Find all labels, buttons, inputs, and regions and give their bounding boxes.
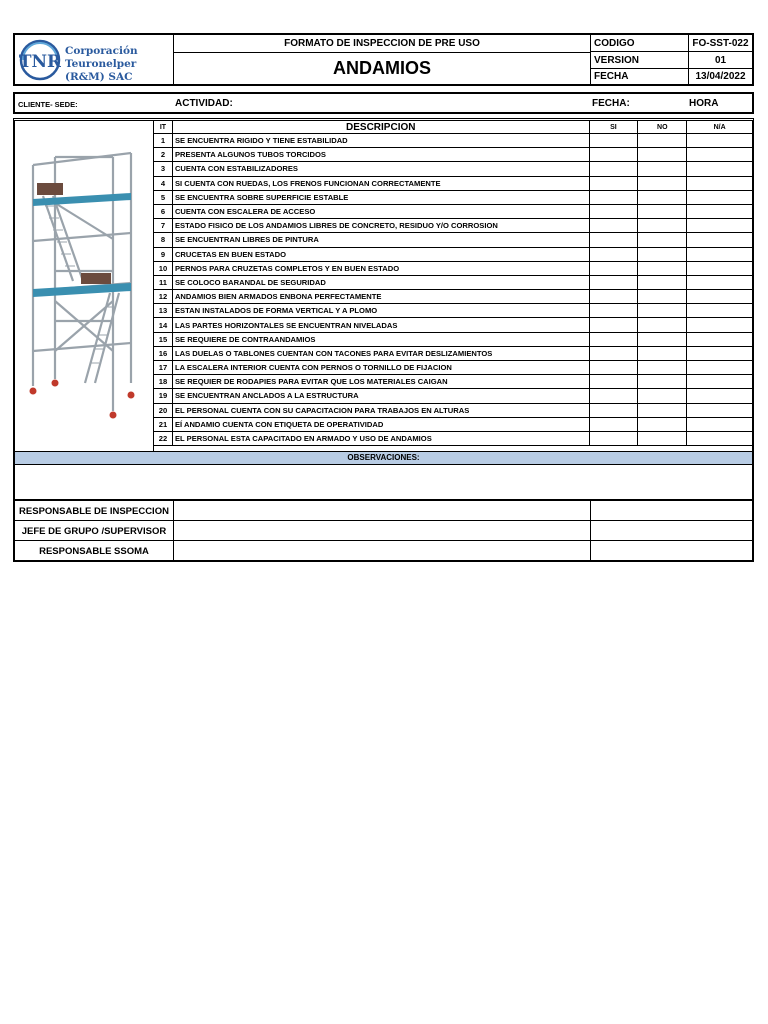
checklist-row	[154, 204, 753, 218]
col-header-si: SI	[589, 121, 638, 134]
answer-si-cell[interactable]	[589, 233, 638, 247]
checklist-row	[154, 275, 753, 289]
item-description: LA ESCALERA INTERIOR CUENTA CON PERNOS O TORNILLO DE FIJACION	[172, 361, 589, 375]
item-description: PERNOS PARA CRUZETAS COMPLETOS Y EN BUEN ESTADO	[172, 261, 589, 275]
answer-no-cell[interactable]	[638, 417, 687, 431]
answer-si-cell[interactable]	[589, 204, 638, 218]
answer-na-cell[interactable]	[687, 304, 752, 318]
item-number: 18	[154, 375, 173, 389]
signature-sign-field-supervisor[interactable]	[591, 521, 752, 541]
item-number: 8	[154, 233, 173, 247]
answer-na-cell[interactable]	[687, 162, 752, 176]
item-description: ANDAMIOS BIEN ARMADOS ENBONA PERFECTAMENTE	[172, 290, 589, 304]
checklist-section	[13, 118, 754, 562]
item-description: PRESENTA ALGUNOS TUBOS TORCIDOS	[172, 148, 589, 162]
item-number: 20	[154, 403, 173, 417]
signature-sign-field-ssoma[interactable]	[591, 541, 752, 561]
item-description: SE REQUIER DE RODAPIES PARA EVITAR QUE LOS MATERIALES CAIGAN	[172, 375, 589, 389]
answer-na-cell[interactable]	[687, 417, 752, 431]
col-header-no: NO	[638, 121, 687, 134]
item-number: 14	[154, 318, 173, 332]
checklist-row	[154, 318, 753, 332]
answer-na-cell[interactable]	[687, 219, 752, 233]
answer-si-cell[interactable]	[589, 162, 638, 176]
scaffold-platform-lower	[33, 283, 131, 297]
item-description: LAS DUELAS O TABLONES CUENTAN CON TACONES PARA EVITAR DESLIZAMIENTOS	[172, 346, 589, 360]
item-number: 10	[154, 261, 173, 275]
answer-si-cell[interactable]	[589, 403, 638, 417]
answer-na-cell[interactable]	[687, 403, 752, 417]
date-field-label: FECHA:	[592, 98, 630, 109]
answer-si-cell[interactable]	[589, 219, 638, 233]
client-info-row	[13, 92, 754, 114]
signature-row-inspector	[15, 501, 752, 521]
company-logo-icon	[19, 39, 61, 81]
answer-na-cell[interactable]	[687, 318, 752, 332]
form-title: FORMATO DE INSPECCION DE PRE USO	[174, 35, 591, 53]
checklist-row	[154, 431, 753, 445]
answer-no-cell[interactable]	[638, 190, 687, 204]
item-description: SE COLOCO BARANDAL DE SEGURIDAD	[172, 275, 589, 289]
item-number: 21	[154, 417, 173, 431]
activity-label: ACTIVIDAD:	[175, 98, 233, 109]
item-description: LAS PARTES HORIZONTALES SE ENCUENTRAN NIVELADAS	[172, 318, 589, 332]
col-header-na: N/A	[687, 121, 752, 134]
signature-label-supervisor: JEFE DE GRUPO /SUPERVISOR	[15, 521, 174, 541]
answer-no-cell[interactable]	[638, 375, 687, 389]
checklist-row	[154, 375, 753, 389]
answer-no-cell[interactable]	[638, 148, 687, 162]
checklist-row	[154, 290, 753, 304]
signature-label-ssoma: RESPONSABLE SSOMA	[15, 541, 174, 561]
signature-sign-field-inspector[interactable]	[591, 501, 752, 521]
item-number: 15	[154, 332, 173, 346]
version-label: VERSION	[591, 52, 689, 69]
item-description: SE ENCUENTRA SOBRE SUPERFICIE ESTABLE	[172, 190, 589, 204]
answer-no-cell[interactable]	[638, 162, 687, 176]
item-number: 12	[154, 290, 173, 304]
checklist-row	[154, 304, 753, 318]
answer-si-cell[interactable]	[589, 261, 638, 275]
answer-no-cell[interactable]	[638, 275, 687, 289]
scaffold-image-cell	[15, 121, 154, 451]
answer-no-cell[interactable]	[638, 233, 687, 247]
company-name	[65, 45, 173, 84]
item-number: 22	[154, 431, 173, 445]
item-number: 6	[154, 204, 173, 218]
answer-no-cell[interactable]	[638, 431, 687, 445]
answer-na-cell[interactable]	[687, 190, 752, 204]
answer-no-cell[interactable]	[638, 290, 687, 304]
item-number: 2	[154, 148, 173, 162]
answer-no-cell[interactable]	[638, 176, 687, 190]
signature-name-field-ssoma[interactable]	[174, 541, 591, 561]
checklist-row	[154, 389, 753, 403]
answer-na-cell[interactable]	[687, 247, 752, 261]
answer-no-cell[interactable]	[638, 261, 687, 275]
item-description: SE REQUIERE DE CONTRAANDAMIOS	[172, 332, 589, 346]
item-number: 3	[154, 162, 173, 176]
signature-name-field-supervisor[interactable]	[174, 521, 591, 541]
checklist-row	[154, 417, 753, 431]
item-description: EL PERSONAL ESTA CAPACITADO EN ARMADO Y USO DE ANDAMIOS	[172, 431, 589, 445]
answer-si-cell[interactable]	[589, 304, 638, 318]
answer-na-cell[interactable]	[687, 290, 752, 304]
col-header-it: IT	[154, 121, 173, 134]
checklist-row	[154, 346, 753, 360]
checklist-row	[154, 233, 753, 247]
answer-na-cell[interactable]	[687, 204, 752, 218]
answer-na-cell[interactable]	[687, 431, 752, 445]
answer-no-cell[interactable]	[638, 134, 687, 148]
item-description: SE ENCUENTRAN ANCLADOS A LA ESTRUCTURA	[172, 389, 589, 403]
item-number: 11	[154, 275, 173, 289]
col-header-description: DESCRIPCION	[172, 121, 589, 134]
date-label: FECHA	[591, 69, 689, 84]
answer-no-cell[interactable]	[638, 346, 687, 360]
document-title: ANDAMIOS	[174, 53, 591, 84]
checklist-row	[154, 162, 753, 176]
answer-na-cell[interactable]	[687, 148, 752, 162]
answer-no-cell[interactable]	[638, 219, 687, 233]
checklist-row	[154, 176, 753, 190]
checklist-row	[154, 361, 753, 375]
company-logo-block	[15, 35, 174, 84]
item-description: ESTADO FISICO DE LOS ANDAMIOS LIBRES DE CONCRETO, RESIDUO Y/O CORROSION	[172, 219, 589, 233]
client-site-label: CLIENTE- SEDE:	[18, 100, 78, 109]
checklist-row	[154, 261, 753, 275]
item-description: CRUCETAS EN BUEN ESTADO	[172, 247, 589, 261]
checklist-row	[154, 134, 753, 148]
answer-no-cell[interactable]	[638, 304, 687, 318]
item-description: SE ENCUENTRA RIGIDO Y TIENE ESTABILIDAD	[172, 134, 589, 148]
item-description: ESTAN INSTALADOS DE FORMA VERTICAL Y A PLOMO	[172, 304, 589, 318]
answer-si-cell[interactable]	[589, 389, 638, 403]
item-number: 13	[154, 304, 173, 318]
answer-no-cell[interactable]	[638, 318, 687, 332]
signature-row-supervisor	[15, 521, 752, 541]
code-label: CODIGO	[591, 35, 689, 52]
form-header	[13, 33, 754, 86]
checklist-row	[154, 403, 753, 417]
company-name-line1: Corporación	[65, 45, 138, 57]
answer-si-cell[interactable]	[589, 346, 638, 360]
answer-si-cell[interactable]	[589, 290, 638, 304]
item-number: 5	[154, 190, 173, 204]
item-description: EÍ ANDAMIO CUENTA CON ETIQUETA DE OPERATIVIDAD	[172, 417, 589, 431]
item-number: 16	[154, 346, 173, 360]
answer-si-cell[interactable]	[589, 176, 638, 190]
answer-si-cell[interactable]	[589, 417, 638, 431]
signature-row-ssoma	[15, 541, 752, 561]
item-description: CUENTA CON ESTABILIZADORES	[172, 162, 589, 176]
checklist-row	[154, 332, 753, 346]
company-name-line2: Teuronelper (R&M) SAC	[65, 58, 137, 83]
answer-na-cell[interactable]	[687, 233, 752, 247]
item-number: 4	[154, 176, 173, 190]
item-number: 9	[154, 247, 173, 261]
code-value: FO-SST-022	[689, 35, 752, 52]
item-number: 19	[154, 389, 173, 403]
checklist-row	[154, 148, 753, 162]
checklist-row	[154, 247, 753, 261]
answer-na-cell[interactable]	[687, 275, 752, 289]
time-field-label: HORA	[689, 98, 719, 109]
item-number: 7	[154, 219, 173, 233]
answer-no-cell[interactable]	[638, 403, 687, 417]
answer-si-cell[interactable]	[589, 318, 638, 332]
answer-na-cell[interactable]	[687, 375, 752, 389]
checklist-header-row	[154, 121, 753, 134]
answer-na-cell[interactable]	[687, 332, 752, 346]
answer-si-cell[interactable]	[589, 134, 638, 148]
answer-si-cell[interactable]	[589, 275, 638, 289]
answer-na-cell[interactable]	[687, 176, 752, 190]
answer-na-cell[interactable]	[687, 134, 752, 148]
checklist-row	[154, 219, 753, 233]
scaffold-illustration	[15, 121, 153, 451]
answer-si-cell[interactable]	[589, 361, 638, 375]
item-number: 17	[154, 361, 173, 375]
answer-no-cell[interactable]	[638, 247, 687, 261]
answer-si-cell[interactable]	[589, 375, 638, 389]
answer-na-cell[interactable]	[687, 361, 752, 375]
answer-si-cell[interactable]	[589, 332, 638, 346]
item-number: 1	[154, 134, 173, 148]
observations-header: OBSERVACIONES:	[15, 451, 752, 465]
item-description: SI CUENTA CON RUEDAS, LOS FRENOS FUNCIONAN CORRECTAMENTE	[172, 176, 589, 190]
answer-si-cell[interactable]	[589, 431, 638, 445]
answer-no-cell[interactable]	[638, 361, 687, 375]
logo-letters: TNR	[19, 52, 61, 72]
observations-field[interactable]	[15, 465, 752, 501]
answer-na-cell[interactable]	[687, 346, 752, 360]
signature-name-field-inspector[interactable]	[174, 501, 591, 521]
answer-si-cell[interactable]	[589, 148, 638, 162]
checklist-row	[154, 190, 753, 204]
answer-no-cell[interactable]	[638, 204, 687, 218]
item-description: EL PERSONAL CUENTA CON SU CAPACITACION PARA TRABAJOS EN ALTURAS	[172, 403, 589, 417]
answer-no-cell[interactable]	[638, 389, 687, 403]
signature-label-inspector: RESPONSABLE DE INSPECCION	[15, 501, 174, 521]
answer-na-cell[interactable]	[687, 261, 752, 275]
answer-si-cell[interactable]	[589, 190, 638, 204]
answer-si-cell[interactable]	[589, 247, 638, 261]
date-value: 13/04/2022	[695, 71, 746, 82]
checklist-table	[153, 121, 752, 446]
item-description: SE ENCUENTRAN LIBRES DE PINTURA	[172, 233, 589, 247]
version-value: 01	[689, 52, 752, 69]
answer-no-cell[interactable]	[638, 332, 687, 346]
item-description: CUENTA CON ESCALERA DE ACCESO	[172, 204, 589, 218]
answer-na-cell[interactable]	[687, 389, 752, 403]
